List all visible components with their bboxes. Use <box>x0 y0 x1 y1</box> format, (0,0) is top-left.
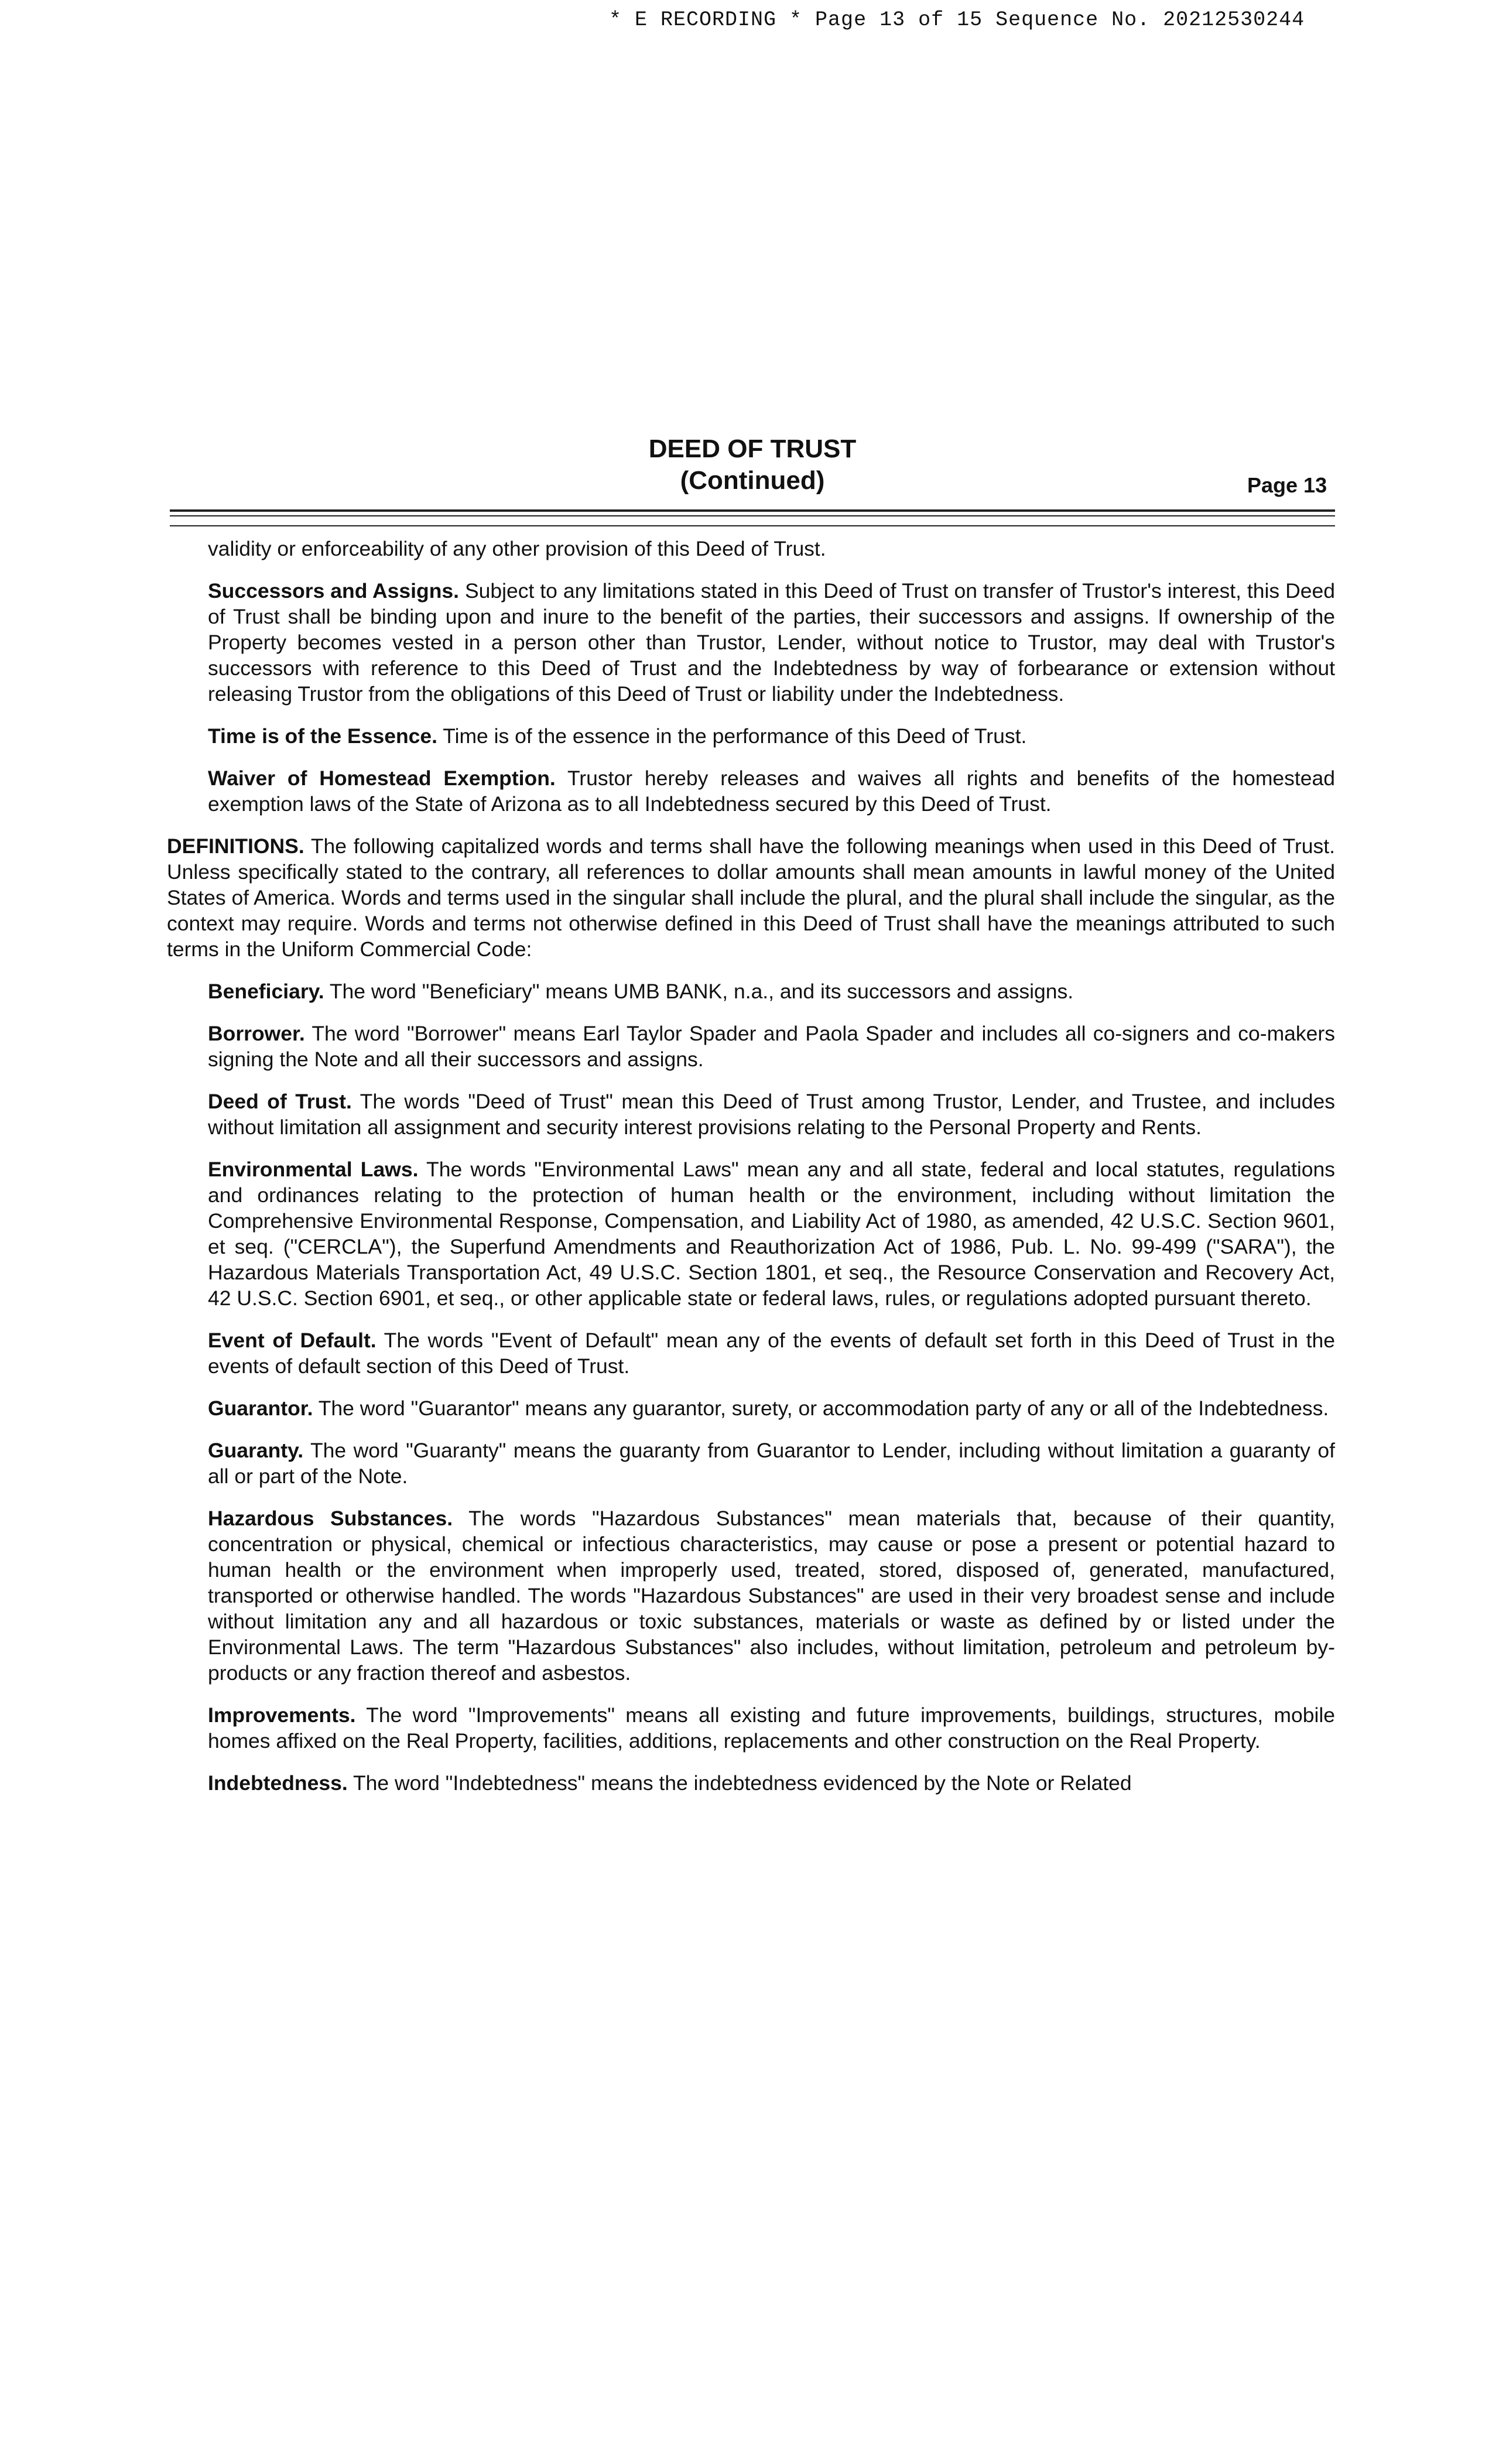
continuation-text: validity or enforceability of any other provision of this Deed of Trust. <box>208 537 826 560</box>
time-of-essence-paragraph <box>167 723 1335 749</box>
homestead-waiver-term: Waiver of Homestead Exemption. <box>208 766 556 790</box>
definitions-text: The following capitalized words and terms shall have the following meanings when used in this Deed of Trust. Unless specifically stated to the contrary, all references to dollar amounts shall mean amounts in lawful money of the United States of America. Words and terms used in the singular shall include the plural, and the plural shall include the singular, as the context may require. Words and terms not otherwise defined in this Deed of Trust shall have the meanings attributed to such terms in the Uniform Commercial Code: <box>167 834 1335 961</box>
beneficiary-text: The word "Beneficiary" means UMB BANK, n.a., and its successors and assigns. <box>329 980 1074 1003</box>
page-number-label: Page 13 <box>1247 473 1327 497</box>
homestead-waiver-text: Trustor hereby releases and waives all rights and benefits of the homestead exemption laws of the State of Arizona as to all Indebtedness secured by this Deed of Trust. <box>208 766 1335 816</box>
improvements-term: Improvements. <box>208 1703 356 1727</box>
hazardous-substances-term: Hazardous Substances. <box>208 1507 453 1530</box>
successors-and-assigns-text: Subject to any limitations stated in this Deed of Trust on transfer of Trustor's interest, this Deed of Trust shall be binding upon and inure to the benefit of the parties, their successors and assigns. If ownership of the Property becomes vested in a person other than Trustor, Lender, without notice to Trustor, may deal with Trustor's successors with reference to this Deed of Trust and the Indebtedness by way of forbearance or extension without releasing Trustor from the obligations of this Deed of Trust or liability under the Indebtedness. <box>208 579 1335 706</box>
event-of-default-text: The words "Event of Default" mean any of the events of default set forth in this Deed of Trust in the events of default section of this Deed of Trust. <box>208 1329 1335 1378</box>
event-of-default-term: Event of Default. <box>208 1329 377 1352</box>
homestead-waiver-paragraph <box>167 765 1335 817</box>
recording-header: * E RECORDING * Page 13 of 15 Sequence No. 20212530244 <box>609 8 1305 32</box>
environmental-laws-text: The words "Environmental Laws" mean any and all state, federal and local statutes, regulations and ordinances relating to the protection of human health or the environment, including without limitation the Comprehensive Environmental Response, Compensation, and Liability Act of 1980, as amended, 42 U.S.C. Section 9601, et seq. ("CERCLA"), the Superfund Amendments and Reauthorization Act of 1986, Pub. L. No. 99-499 ("SARA"), the Hazardous Materials Transportation Act, 49 U.S.C. Section 1801, et seq., the Resource Conservation and Recovery Act, 42 U.S.C. Section 6901, et seq., or other applicable state or federal laws, rules, or regulations adopted pursuant thereto. <box>208 1158 1335 1310</box>
indebtedness-term: Indebtedness. <box>208 1771 348 1795</box>
definition-deed-of-trust <box>167 1089 1335 1140</box>
document-body <box>167 536 1335 1812</box>
improvements-text: The word "Improvements" means all existing and future improvements, buildings, structures, mobile homes affixed on the Real Property, facilities, additions, replacements and other construction on the Real Property. <box>208 1703 1335 1753</box>
document-title-block <box>586 433 919 497</box>
deed-of-trust-term: Deed of Trust. <box>208 1090 352 1113</box>
definition-indebtedness <box>167 1770 1335 1796</box>
borrower-text: The word "Borrower" means Earl Taylor Spader and Paola Spader and includes all co-signers and co-makers signing the Note and all their successors and assigns. <box>208 1022 1335 1071</box>
time-of-essence-text: Time is of the essence in the performance of this Deed of Trust. <box>443 724 1027 748</box>
document-title: DEED OF TRUST <box>648 434 857 463</box>
indebtedness-text: The word "Indebtedness" means the indebtedness evidenced by the Note or Related <box>352 1771 1132 1795</box>
time-of-essence-term: Time is of the Essence. <box>208 724 437 748</box>
borrower-term: Borrower. <box>208 1022 305 1045</box>
guaranty-text: The word "Guaranty" means the guaranty from Guarantor to Lender, including without limitation a guaranty of all or part of the Note. <box>208 1439 1335 1488</box>
definition-event-of-default <box>167 1327 1335 1379</box>
definition-environmental-laws <box>167 1156 1335 1311</box>
header-rule-bottom <box>170 525 1335 526</box>
beneficiary-term: Beneficiary. <box>208 980 324 1003</box>
header-rule-middle <box>170 515 1335 516</box>
document-subtitle: (Continued) <box>680 466 825 495</box>
guarantor-text: The word "Guarantor" means any guarantor, surety, or accommodation party of any or all of the Indebtedness. <box>318 1397 1329 1420</box>
header-rule-top <box>170 509 1335 512</box>
definitions-term: DEFINITIONS. <box>167 834 304 858</box>
guaranty-term: Guaranty. <box>208 1439 304 1462</box>
definition-guaranty <box>167 1438 1335 1489</box>
deed-of-trust-text: The words "Deed of Trust" mean this Deed of Trust among Trustor, Lender, and Trustee, and includes without limitation all assignment and security interest provisions relating to the Personal Property and Rents. <box>208 1090 1335 1139</box>
definitions-paragraph <box>167 833 1335 962</box>
successors-and-assigns-term: Successors and Assigns. <box>208 579 459 603</box>
definition-guarantor <box>167 1395 1335 1421</box>
definition-improvements <box>167 1702 1335 1754</box>
environmental-laws-term: Environmental Laws. <box>208 1158 419 1181</box>
definition-hazardous-substances <box>167 1505 1335 1686</box>
guarantor-term: Guarantor. <box>208 1397 313 1420</box>
definition-borrower <box>167 1021 1335 1072</box>
definition-beneficiary <box>167 978 1335 1004</box>
successors-and-assigns-paragraph <box>167 578 1335 707</box>
hazardous-substances-text: The words "Hazardous Substances" mean materials that, because of their quantity, concentration or physical, chemical or infectious characteristics, may cause or pose a present or potential hazard to human health or the environment when improperly used, treated, stored, disposed of, generated, manufactured, transported or otherwise handled. The words "Hazardous Substances" are used in their very broadest sense and include without limitation any and all hazardous or toxic substances, materials or waste as defined by or listed under the Environmental Laws. The term "Hazardous Substances" also includes, without limitation, petroleum and petroleum by-products or any fraction thereof and asbestos. <box>208 1507 1335 1685</box>
continuation-paragraph <box>167 536 1335 562</box>
